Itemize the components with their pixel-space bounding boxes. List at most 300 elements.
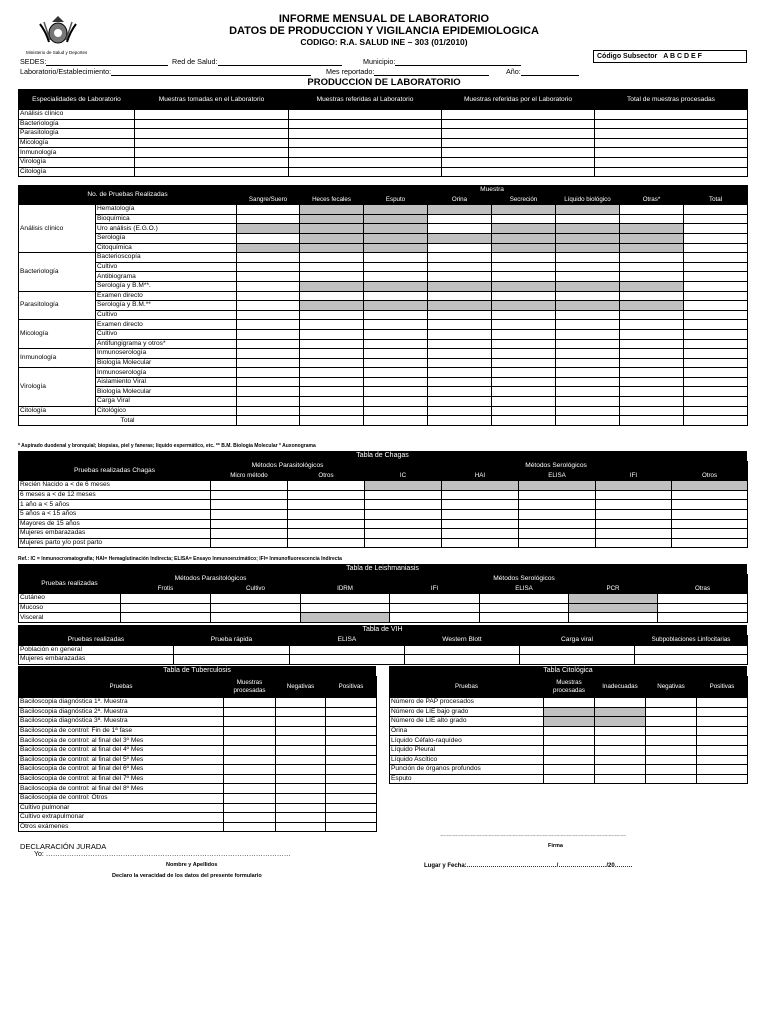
input-cell[interactable] — [646, 736, 697, 746]
input-cell[interactable] — [237, 301, 300, 311]
input-cell[interactable] — [211, 509, 288, 519]
input-cell[interactable] — [646, 707, 697, 717]
input-cell[interactable] — [684, 310, 748, 320]
input-cell[interactable] — [595, 148, 748, 158]
input-cell[interactable] — [364, 339, 428, 349]
input-cell[interactable] — [428, 387, 492, 397]
input-cell[interactable] — [684, 243, 748, 253]
input-cell[interactable] — [276, 707, 326, 717]
input-cell[interactable] — [520, 655, 635, 665]
input-cell[interactable] — [288, 481, 365, 491]
input-cell[interactable] — [224, 698, 276, 708]
input-cell[interactable] — [428, 310, 492, 320]
input-cell[interactable] — [620, 358, 684, 368]
input-cell[interactable] — [556, 320, 620, 330]
input-cell[interactable] — [428, 397, 492, 407]
input-cell[interactable] — [326, 755, 377, 765]
input-cell[interactable] — [519, 529, 596, 539]
firma-line[interactable]: ………………………………………………………………………………… — [440, 832, 626, 838]
input-cell[interactable] — [492, 416, 556, 426]
input-cell[interactable] — [595, 736, 646, 746]
input-cell[interactable] — [596, 538, 672, 548]
input-cell[interactable] — [620, 320, 684, 330]
input-cell[interactable] — [121, 594, 211, 604]
input-cell[interactable] — [556, 416, 620, 426]
input-cell[interactable] — [300, 416, 364, 426]
input-cell[interactable] — [211, 529, 288, 539]
input-cell[interactable] — [556, 310, 620, 320]
input-cell[interactable] — [672, 538, 748, 548]
input-cell[interactable] — [300, 397, 364, 407]
input-cell[interactable] — [620, 339, 684, 349]
input-cell[interactable] — [442, 129, 595, 139]
input-cell[interactable] — [519, 538, 596, 548]
input-cell[interactable] — [492, 272, 556, 282]
input-cell[interactable] — [428, 349, 492, 359]
input-cell[interactable] — [684, 416, 748, 426]
input-cell[interactable] — [224, 765, 276, 775]
input-cell[interactable] — [405, 645, 520, 655]
input-cell[interactable] — [620, 387, 684, 397]
input-cell[interactable] — [595, 726, 646, 736]
input-cell[interactable] — [428, 358, 492, 368]
input-cell[interactable] — [276, 803, 326, 813]
input-cell[interactable] — [697, 717, 748, 727]
input-cell[interactable] — [288, 500, 365, 510]
input-cell[interactable] — [276, 765, 326, 775]
input-cell[interactable] — [211, 613, 301, 623]
input-cell[interactable] — [544, 755, 595, 765]
input-cell[interactable] — [276, 698, 326, 708]
input-cell[interactable] — [480, 603, 569, 613]
input-cell[interactable] — [211, 603, 301, 613]
input-cell[interactable] — [556, 291, 620, 301]
input-cell[interactable] — [595, 110, 748, 120]
input-cell[interactable] — [544, 774, 595, 784]
input-cell[interactable] — [237, 329, 300, 339]
input-cell[interactable] — [364, 253, 428, 263]
input-cell[interactable] — [135, 110, 289, 120]
input-cell[interactable] — [237, 377, 300, 387]
input-cell[interactable] — [684, 349, 748, 359]
input-cell[interactable] — [492, 387, 556, 397]
input-cell[interactable] — [556, 253, 620, 263]
input-cell[interactable] — [237, 291, 300, 301]
input-cell[interactable] — [595, 138, 748, 148]
input-cell[interactable] — [364, 397, 428, 407]
input-cell[interactable] — [326, 765, 377, 775]
input-cell[interactable] — [135, 119, 289, 129]
input-cell[interactable] — [390, 603, 480, 613]
input-cell[interactable] — [326, 822, 377, 832]
input-cell[interactable] — [620, 253, 684, 263]
input-cell[interactable] — [276, 822, 326, 832]
input-cell[interactable] — [211, 490, 288, 500]
input-cell[interactable] — [595, 157, 748, 167]
input-cell[interactable] — [684, 224, 748, 234]
input-cell[interactable] — [556, 377, 620, 387]
input-cell[interactable] — [519, 519, 596, 529]
input-cell[interactable] — [556, 214, 620, 224]
input-cell[interactable] — [672, 509, 748, 519]
input-cell[interactable] — [544, 726, 595, 736]
input-cell[interactable] — [237, 205, 300, 215]
input-cell[interactable] — [224, 717, 276, 727]
input-cell[interactable] — [556, 329, 620, 339]
input-cell[interactable] — [646, 765, 697, 775]
input-cell[interactable] — [364, 291, 428, 301]
input-cell[interactable] — [480, 594, 569, 604]
input-cell[interactable] — [595, 755, 646, 765]
input-cell[interactable] — [684, 205, 748, 215]
lugar-fecha-line[interactable]: Lugar y Fecha:………………………………………/……………………/20……… — [424, 863, 633, 869]
input-cell[interactable] — [211, 594, 301, 604]
input-cell[interactable] — [276, 793, 326, 803]
input-cell[interactable] — [364, 358, 428, 368]
input-cell[interactable] — [288, 538, 365, 548]
input-cell[interactable] — [684, 397, 748, 407]
input-cell[interactable] — [442, 529, 519, 539]
input-cell[interactable] — [301, 594, 390, 604]
input-cell[interactable] — [672, 490, 748, 500]
input-cell[interactable] — [289, 110, 442, 120]
input-cell[interactable] — [442, 157, 595, 167]
input-cell[interactable] — [365, 490, 442, 500]
input-cell[interactable] — [697, 774, 748, 784]
input-cell[interactable] — [224, 755, 276, 765]
input-cell[interactable] — [595, 698, 646, 708]
input-cell[interactable] — [237, 397, 300, 407]
input-cell[interactable] — [135, 148, 289, 158]
input-cell[interactable] — [519, 490, 596, 500]
input-cell[interactable] — [620, 406, 684, 416]
input-cell[interactable] — [211, 519, 288, 529]
input-cell[interactable] — [684, 214, 748, 224]
input-cell[interactable] — [492, 253, 556, 263]
input-cell[interactable] — [365, 529, 442, 539]
input-cell[interactable] — [289, 138, 442, 148]
input-cell[interactable] — [300, 349, 364, 359]
input-cell[interactable] — [237, 339, 300, 349]
input-cell[interactable] — [276, 755, 326, 765]
input-cell[interactable] — [326, 736, 377, 746]
input-cell[interactable] — [300, 377, 364, 387]
input-cell[interactable] — [237, 214, 300, 224]
red-field[interactable]: Red de Salud: — [172, 57, 342, 66]
input-cell[interactable] — [442, 119, 595, 129]
input-cell[interactable] — [326, 813, 377, 823]
input-cell[interactable] — [276, 774, 326, 784]
input-cell[interactable] — [520, 645, 635, 655]
input-cell[interactable] — [135, 138, 289, 148]
input-cell[interactable] — [492, 397, 556, 407]
input-cell[interactable] — [289, 157, 442, 167]
input-cell[interactable] — [569, 613, 658, 623]
input-cell[interactable] — [428, 406, 492, 416]
input-cell[interactable] — [492, 349, 556, 359]
input-cell[interactable] — [428, 329, 492, 339]
input-cell[interactable] — [405, 655, 520, 665]
input-cell[interactable] — [237, 406, 300, 416]
input-cell[interactable] — [364, 329, 428, 339]
input-cell[interactable] — [428, 416, 492, 426]
anio-field[interactable]: Año: — [506, 67, 579, 76]
input-cell[interactable] — [596, 519, 672, 529]
mes-field[interactable]: Mes reportado: — [326, 67, 489, 76]
input-cell[interactable] — [364, 262, 428, 272]
input-cell[interactable] — [646, 755, 697, 765]
input-cell[interactable] — [428, 253, 492, 263]
input-cell[interactable] — [326, 784, 377, 794]
input-cell[interactable] — [224, 736, 276, 746]
input-cell[interactable] — [276, 745, 326, 755]
input-cell[interactable] — [237, 368, 300, 378]
input-cell[interactable] — [237, 281, 300, 291]
input-cell[interactable] — [620, 368, 684, 378]
input-cell[interactable] — [364, 272, 428, 282]
input-cell[interactable] — [135, 157, 289, 167]
input-cell[interactable] — [646, 745, 697, 755]
input-cell[interactable] — [684, 329, 748, 339]
input-cell[interactable] — [658, 603, 748, 613]
input-cell[interactable] — [492, 310, 556, 320]
input-cell[interactable] — [684, 339, 748, 349]
input-cell[interactable] — [596, 490, 672, 500]
municipio-field[interactable]: Municipio: — [363, 57, 521, 66]
input-cell[interactable] — [442, 509, 519, 519]
input-cell[interactable] — [289, 148, 442, 158]
input-cell[interactable] — [620, 397, 684, 407]
input-cell[interactable] — [365, 500, 442, 510]
input-cell[interactable] — [556, 406, 620, 416]
input-cell[interactable] — [237, 349, 300, 359]
input-cell[interactable] — [121, 603, 211, 613]
input-cell[interactable] — [300, 329, 364, 339]
input-cell[interactable] — [442, 519, 519, 529]
input-cell[interactable] — [237, 310, 300, 320]
input-cell[interactable] — [300, 291, 364, 301]
input-cell[interactable] — [224, 726, 276, 736]
input-cell[interactable] — [620, 349, 684, 359]
input-cell[interactable] — [646, 774, 697, 784]
input-cell[interactable] — [326, 774, 377, 784]
input-cell[interactable] — [684, 406, 748, 416]
input-cell[interactable] — [224, 784, 276, 794]
input-cell[interactable] — [596, 529, 672, 539]
input-cell[interactable] — [556, 272, 620, 282]
input-cell[interactable] — [684, 387, 748, 397]
input-cell[interactable] — [211, 538, 288, 548]
input-cell[interactable] — [672, 519, 748, 529]
input-cell[interactable] — [595, 774, 646, 784]
input-cell[interactable] — [595, 745, 646, 755]
sedes-field[interactable]: SEDES: — [20, 57, 168, 66]
input-cell[interactable] — [684, 301, 748, 311]
yo-line[interactable]: Yo: …………………………………………………………………………………………… — [34, 851, 291, 858]
input-cell[interactable] — [556, 262, 620, 272]
input-cell[interactable] — [620, 205, 684, 215]
input-cell[interactable] — [224, 745, 276, 755]
input-cell[interactable] — [224, 822, 276, 832]
input-cell[interactable] — [684, 262, 748, 272]
input-cell[interactable] — [288, 529, 365, 539]
input-cell[interactable] — [224, 803, 276, 813]
input-cell[interactable] — [428, 262, 492, 272]
input-cell[interactable] — [276, 717, 326, 727]
input-cell[interactable] — [428, 224, 492, 234]
input-cell[interactable] — [364, 368, 428, 378]
input-cell[interactable] — [276, 736, 326, 746]
input-cell[interactable] — [596, 500, 672, 510]
input-cell[interactable] — [442, 500, 519, 510]
input-cell[interactable] — [289, 119, 442, 129]
input-cell[interactable] — [326, 745, 377, 755]
input-cell[interactable] — [556, 387, 620, 397]
input-cell[interactable] — [300, 262, 364, 272]
input-cell[interactable] — [365, 538, 442, 548]
input-cell[interactable] — [364, 416, 428, 426]
input-cell[interactable] — [428, 214, 492, 224]
input-cell[interactable] — [595, 167, 748, 177]
input-cell[interactable] — [290, 655, 405, 665]
input-cell[interactable] — [364, 377, 428, 387]
input-cell[interactable] — [364, 349, 428, 359]
input-cell[interactable] — [364, 320, 428, 330]
input-cell[interactable] — [658, 613, 748, 623]
input-cell[interactable] — [697, 765, 748, 775]
input-cell[interactable] — [276, 784, 326, 794]
input-cell[interactable] — [442, 148, 595, 158]
input-cell[interactable] — [300, 387, 364, 397]
input-cell[interactable] — [290, 645, 405, 655]
input-cell[interactable] — [697, 755, 748, 765]
input-cell[interactable] — [595, 119, 748, 129]
input-cell[interactable] — [684, 368, 748, 378]
input-cell[interactable] — [492, 320, 556, 330]
input-cell[interactable] — [442, 167, 595, 177]
input-cell[interactable] — [492, 291, 556, 301]
input-cell[interactable] — [684, 291, 748, 301]
input-cell[interactable] — [442, 110, 595, 120]
input-cell[interactable] — [519, 500, 596, 510]
input-cell[interactable] — [237, 272, 300, 282]
input-cell[interactable] — [595, 765, 646, 775]
input-cell[interactable] — [288, 490, 365, 500]
input-cell[interactable] — [300, 368, 364, 378]
input-cell[interactable] — [519, 509, 596, 519]
input-cell[interactable] — [620, 272, 684, 282]
input-cell[interactable] — [684, 320, 748, 330]
input-cell[interactable] — [658, 594, 748, 604]
input-cell[interactable] — [684, 377, 748, 387]
input-cell[interactable] — [646, 717, 697, 727]
input-cell[interactable] — [211, 500, 288, 510]
input-cell[interactable] — [672, 500, 748, 510]
input-cell[interactable] — [364, 310, 428, 320]
input-cell[interactable] — [326, 793, 377, 803]
input-cell[interactable] — [544, 765, 595, 775]
input-cell[interactable] — [326, 698, 377, 708]
input-cell[interactable] — [492, 406, 556, 416]
input-cell[interactable] — [428, 377, 492, 387]
input-cell[interactable] — [595, 129, 748, 139]
input-cell[interactable] — [289, 129, 442, 139]
input-cell[interactable] — [300, 406, 364, 416]
input-cell[interactable] — [544, 745, 595, 755]
input-cell[interactable] — [672, 529, 748, 539]
input-cell[interactable] — [697, 707, 748, 717]
input-cell[interactable] — [237, 262, 300, 272]
subsector-letters[interactable]: A B C D E F — [663, 53, 702, 60]
input-cell[interactable] — [390, 594, 480, 604]
input-cell[interactable] — [211, 481, 288, 491]
input-cell[interactable] — [556, 339, 620, 349]
input-cell[interactable] — [596, 509, 672, 519]
input-cell[interactable] — [326, 803, 377, 813]
input-cell[interactable] — [428, 243, 492, 253]
input-cell[interactable] — [442, 490, 519, 500]
input-cell[interactable] — [326, 717, 377, 727]
input-cell[interactable] — [492, 368, 556, 378]
input-cell[interactable] — [276, 813, 326, 823]
input-cell[interactable] — [620, 377, 684, 387]
input-cell[interactable] — [174, 655, 290, 665]
input-cell[interactable] — [237, 416, 300, 426]
input-cell[interactable] — [300, 320, 364, 330]
input-cell[interactable] — [556, 397, 620, 407]
input-cell[interactable] — [544, 736, 595, 746]
input-cell[interactable] — [697, 736, 748, 746]
input-cell[interactable] — [684, 358, 748, 368]
input-cell[interactable] — [428, 272, 492, 282]
input-cell[interactable] — [237, 320, 300, 330]
input-cell[interactable] — [237, 387, 300, 397]
input-cell[interactable] — [174, 645, 290, 655]
input-cell[interactable] — [224, 813, 276, 823]
input-cell[interactable] — [646, 698, 697, 708]
input-cell[interactable] — [684, 233, 748, 243]
input-cell[interactable] — [684, 272, 748, 282]
input-cell[interactable] — [492, 339, 556, 349]
input-cell[interactable] — [300, 253, 364, 263]
input-cell[interactable] — [301, 603, 390, 613]
input-cell[interactable] — [697, 698, 748, 708]
input-cell[interactable] — [492, 214, 556, 224]
input-cell[interactable] — [556, 349, 620, 359]
input-cell[interactable] — [684, 253, 748, 263]
input-cell[interactable] — [289, 167, 442, 177]
input-cell[interactable] — [635, 655, 748, 665]
input-cell[interactable] — [237, 358, 300, 368]
input-cell[interactable] — [480, 613, 569, 623]
input-cell[interactable] — [365, 519, 442, 529]
input-cell[interactable] — [121, 613, 211, 623]
input-cell[interactable] — [556, 368, 620, 378]
input-cell[interactable] — [492, 262, 556, 272]
input-cell[interactable] — [135, 129, 289, 139]
input-cell[interactable] — [544, 698, 595, 708]
input-cell[interactable] — [428, 339, 492, 349]
input-cell[interactable] — [288, 519, 365, 529]
input-cell[interactable] — [492, 377, 556, 387]
input-cell[interactable] — [300, 310, 364, 320]
input-cell[interactable] — [697, 745, 748, 755]
input-cell[interactable] — [326, 726, 377, 736]
input-cell[interactable] — [237, 233, 300, 243]
input-cell[interactable] — [428, 291, 492, 301]
input-cell[interactable] — [620, 262, 684, 272]
input-cell[interactable] — [364, 387, 428, 397]
